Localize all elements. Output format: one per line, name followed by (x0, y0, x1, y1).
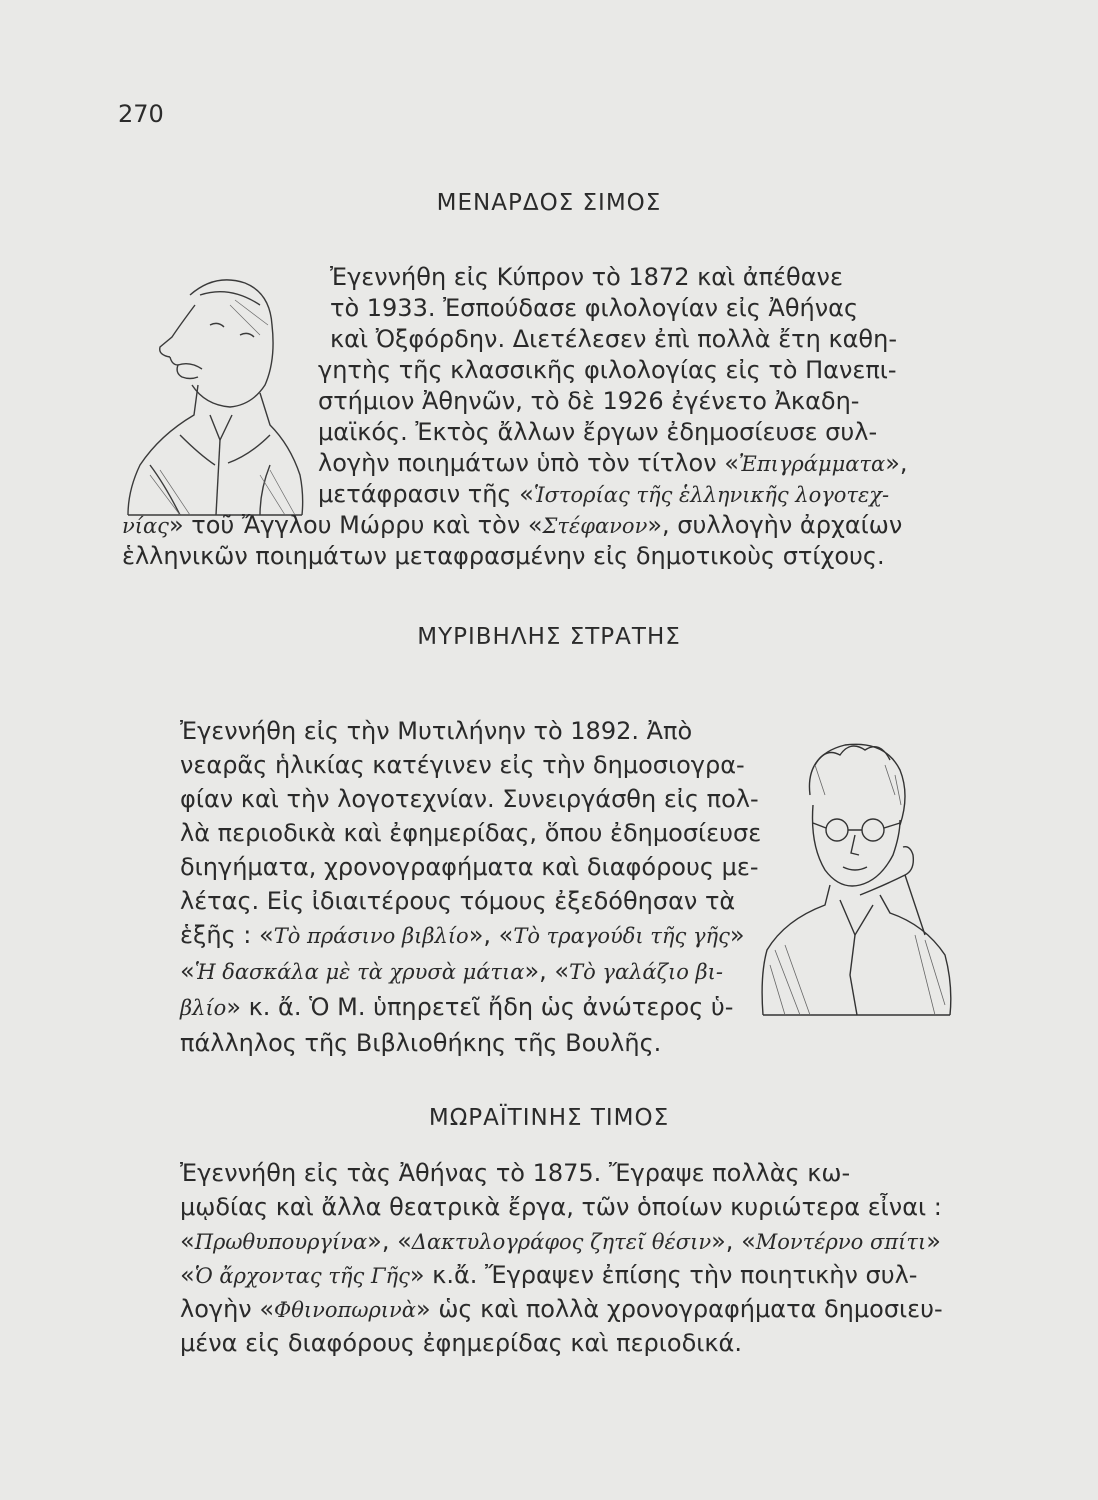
title-segment: Τὸ γαλάζιο βι- (569, 960, 724, 984)
text-segment: φίαν καὶ τὴν λογοτεχνίαν. Συνειργάσθη εἰς πολ- (180, 785, 759, 813)
title-segment: Φθινοπωρινὰ (274, 1298, 416, 1322)
text-line (180, 956, 723, 987)
title-segment: Μοντέρνο σπίτι (755, 1230, 927, 1254)
text-line (180, 1158, 850, 1188)
entry-heading: ΜΩΡΑΪΤΙΝΗΣ ΤΙΜΟΣ (428, 1105, 670, 1131)
text-segment: », « (524, 957, 570, 985)
text-line (180, 1226, 941, 1257)
text-segment: νεαρᾶς ἡλικίας κατέγινεν εἰς τὴν δημοσιογρα- (180, 751, 745, 779)
title-segment: Ὁ ἄρχοντας τῆς Γῆς (194, 1264, 410, 1288)
text-line (180, 784, 759, 814)
text-line (122, 510, 902, 541)
entry-heading: ΜΥΡΙΒΗΛΗΣ ΣΤΡΑΤΗΣ (417, 624, 681, 650)
text-line (330, 262, 843, 292)
text-line (318, 479, 889, 510)
text-line (180, 818, 761, 848)
text-segment: », (885, 449, 908, 477)
text-line (318, 448, 908, 479)
text-segment: καὶ Ὀξφόρδην. Διετέλεσεν ἐπὶ πολλὰ ἔτη καθη- (330, 325, 897, 353)
text-line (318, 355, 897, 385)
text-line (318, 417, 877, 447)
text-segment: », συλλογὴν ἀρχαίων (647, 511, 903, 539)
text-line (318, 386, 859, 416)
title-segment: Πρωθυπουργίνα (194, 1230, 368, 1254)
text-segment: » κ. ἄ. Ὁ Μ. ὑπηρετεῖ ἤδη ὡς ἀνώτερος ὑ- (226, 993, 734, 1021)
text-segment: « (180, 1227, 195, 1255)
text-segment: μένα εἰς διαφόρους ἐφημερίδας καὶ περιοδικά. (180, 1329, 742, 1357)
title-segment: Ἐπιγράμματα (738, 452, 886, 476)
text-line (330, 293, 858, 323)
text-segment: λογὴν « (180, 1295, 275, 1323)
text-segment: μαϊκός. Ἐκτὸς ἄλλων ἔργων ἐδημοσίευσε συλ- (318, 418, 878, 446)
title-segment: Ἱστορίας τῆς ἑλληνικῆς λογοτεχ- (533, 483, 890, 507)
text-line (180, 852, 758, 882)
text-segment: μῳδίας καὶ ἄλλα θεατρικὰ ἔργα, τῶν ὁποίων κυριώτερα εἶναι : (180, 1193, 942, 1221)
text-segment: πάλληλος τῆς Βιβλιοθήκης τῆς Βουλῆς. (180, 1029, 662, 1057)
text-segment: », « (367, 1227, 412, 1255)
text-segment: στήμιον Ἀθηνῶν, τὸ δὲ 1926 ἐγένετο Ἀκαδη- (318, 387, 860, 415)
text-segment: « (180, 957, 195, 985)
text-segment: γητὴς τῆς κλασσικῆς φιλολογίας εἰς τὸ Πανεπι- (318, 356, 897, 384)
text-line (180, 1328, 742, 1358)
title-segment: Στέφανον (542, 514, 648, 538)
entry-heading: ΜΕΝΑΡΔΟΣ ΣΙΜΟΣ (436, 190, 662, 216)
text-segment: Ἐγεννήθη εἰς τὴν Μυτιλήνην τὸ 1892. Ἀπὸ (180, 717, 693, 745)
title-segment: Δακτυλογράφος ζητεῖ θέσιν (411, 1230, 712, 1254)
portrait-menardos-icon (120, 265, 305, 520)
text-segment: » (926, 1227, 941, 1255)
text-segment: Ἐγεννήθη εἰς τὰς Ἀθήνας τὸ 1875. Ἔγραψε πολλὰς κω- (180, 1159, 851, 1187)
text-segment: » ὡς καὶ πολλὰ χρονογραφήματα δημοσιευ- (416, 1295, 943, 1323)
text-segment: », « (711, 1227, 756, 1255)
portrait-myrivilis-icon (755, 735, 955, 1020)
title-segment: Τὸ τραγούδι τῆς γῆς (513, 924, 730, 948)
text-line (180, 1294, 943, 1325)
text-segment: τὸ 1933. Ἐσπούδασε φιλολογίαν εἰς Ἀθήνας (330, 294, 859, 322)
text-segment: Ἐγεννήθη εἰς Κύπρον τὸ 1872 καὶ ἀπέθανε (330, 263, 843, 291)
text-segment: », « (468, 921, 514, 949)
text-line (180, 1260, 917, 1291)
text-line (180, 1192, 942, 1222)
text-line (180, 886, 735, 916)
text-segment: λέτας. Εἰς ἰδιαιτέρους τόμους ἐξεδόθησαν τὰ (180, 887, 736, 915)
text-segment: λογὴν ποιημάτων ὑπὸ τὸν τίτλον « (318, 449, 739, 477)
text-segment: « (180, 1261, 195, 1289)
text-segment: ἑξῆς : « (180, 921, 274, 949)
text-line (122, 541, 885, 571)
title-segment: νίας (122, 514, 169, 538)
title-segment: βλίο (180, 996, 227, 1020)
text-segment: ἑλληνικῶν ποιημάτων μεταφρασμένην εἰς δημοτικοὺς στίχους. (122, 542, 885, 570)
text-segment: » κ.ἄ. Ἔγραψεν ἐπίσης τὴν ποιητικὴν συλ- (409, 1261, 918, 1289)
text-line (180, 716, 692, 746)
text-segment: διηγήματα, χρονογραφήματα καὶ διαφόρους με- (180, 853, 759, 881)
text-line (180, 750, 745, 780)
page-number: 270 (118, 100, 164, 128)
title-segment: Ἡ δασκάλα μὲ τὰ χρυσὰ μάτια (194, 960, 525, 984)
text-line (180, 920, 745, 951)
text-segment: » (729, 921, 745, 949)
text-segment: » τοῦ Ἄγγλου Μώρρυ καὶ τὸν « (168, 511, 543, 539)
text-segment: μετάφρασιν τῆς « (318, 480, 534, 508)
text-segment: λὰ περιοδικὰ καὶ ἐφημερίδας, ὅπου ἐδημοσίευσε (180, 819, 762, 847)
text-line (180, 1028, 661, 1058)
text-line (180, 992, 733, 1023)
title-segment: Τὸ πράσινο βιβλίο (273, 924, 469, 948)
text-line (330, 324, 897, 354)
